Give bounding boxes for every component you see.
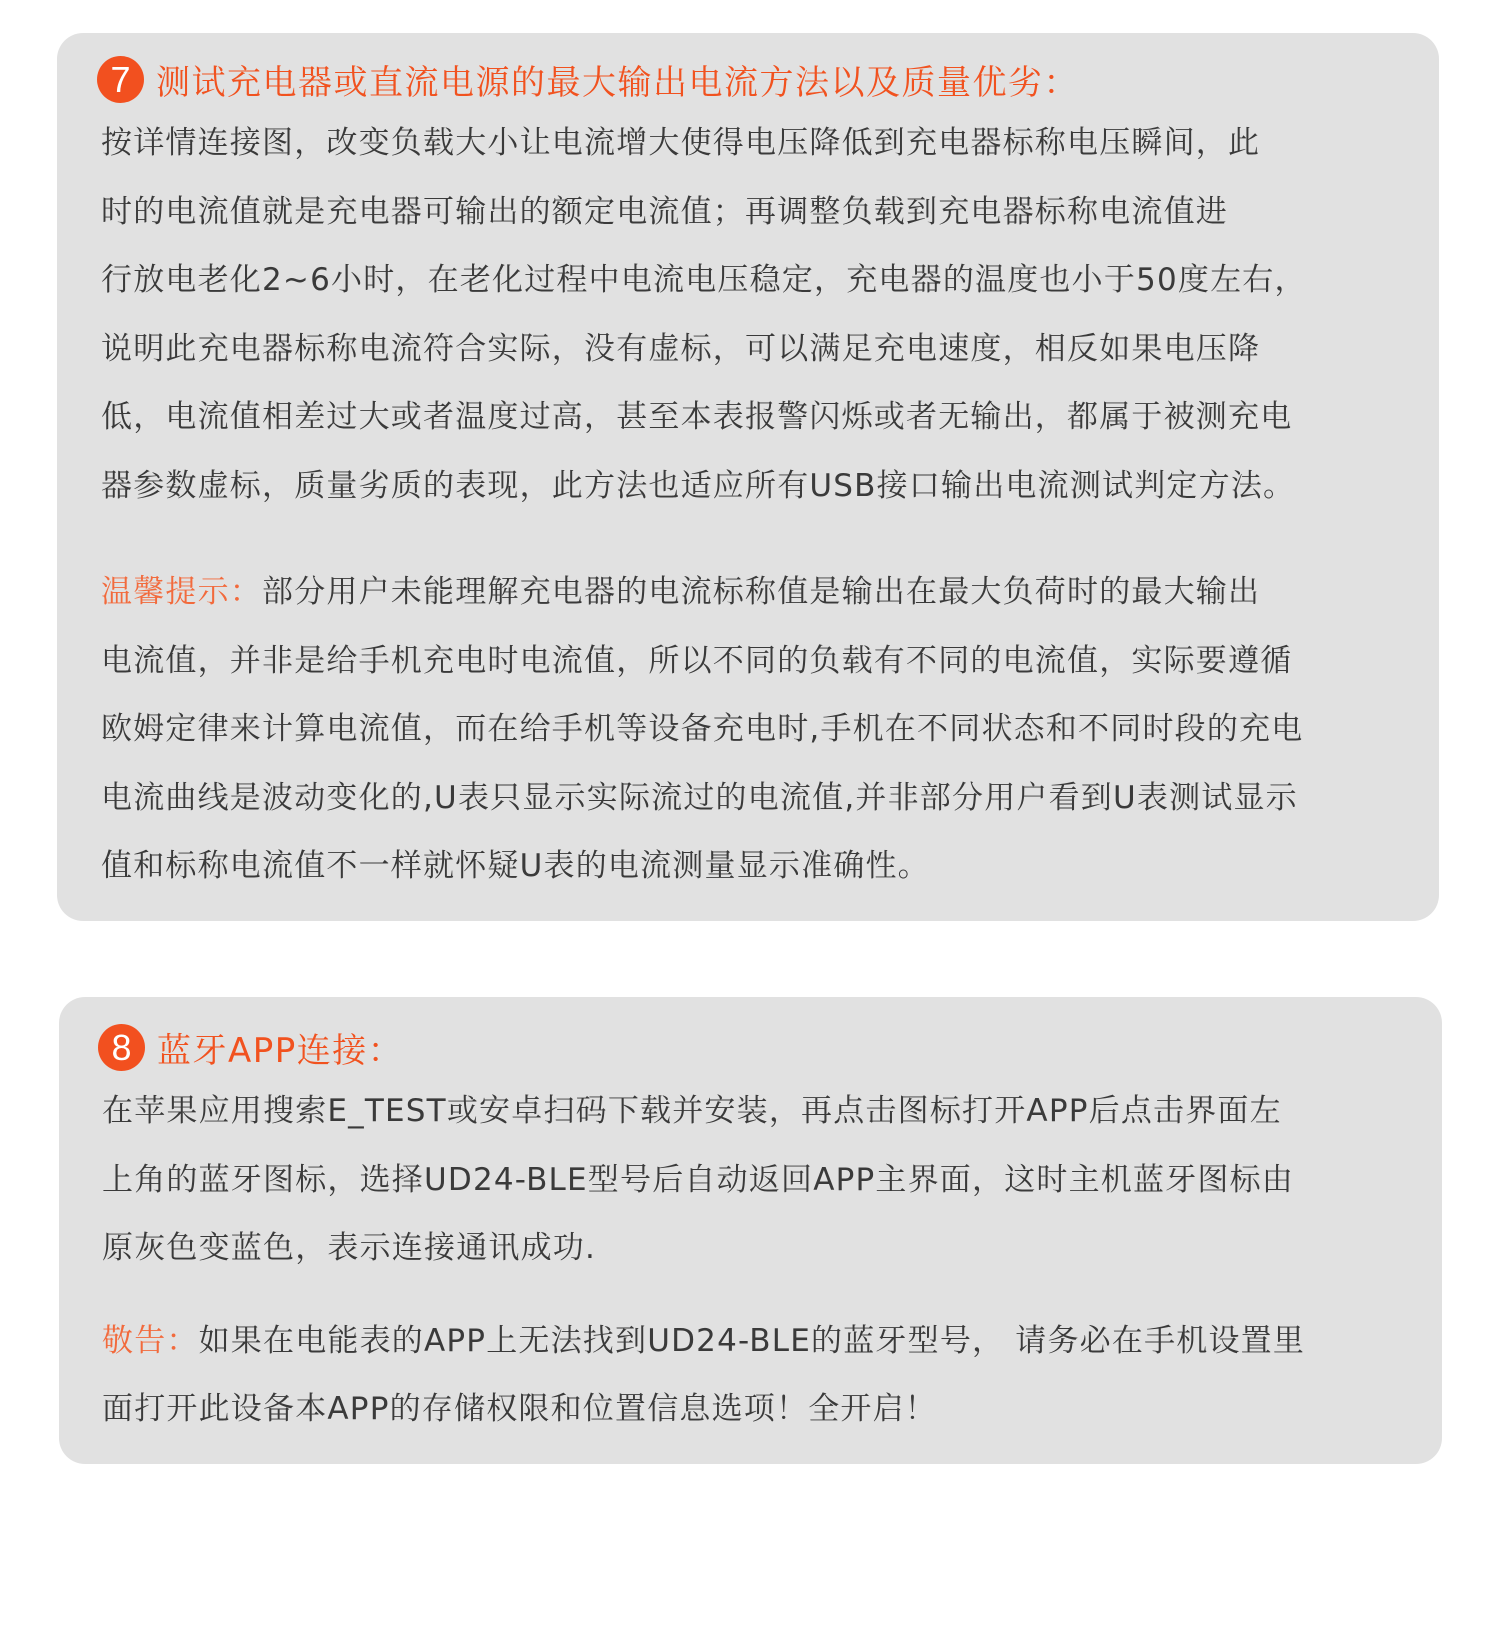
warning-text: 如果在电能表的APP上无法找到UD24-BLE的蓝牙型号， 请务必在手机设置里 面打开此设备本APP的存储权限和位置信息选项！全开启！ bbox=[102, 1322, 1306, 1427]
section-7-number-badge: 7 bbox=[97, 56, 144, 103]
tip-text: 部分用户未能理解充电器的电流标称值是输出在最大负荷时的最大输出 电流值，并非是给手机充电时电流值，所以不同的负载有不同的电流值，实际要遵循 欧姆定律来计算电流值，而在给手机等设备充电时,手机在不同状态和不同时段的充电 电流曲线是波动变化的,U表只显示实际流过的电流值,并非部分用户看到U表测试显示 值和标称电流值不一样就怀疑U表的电流测量显示准确性。 bbox=[101, 574, 1304, 884]
tip-label: 温馨提示： bbox=[101, 574, 262, 610]
section-7-heading bbox=[97, 53, 1439, 105]
section-8-card bbox=[59, 997, 1442, 1464]
section-8-title: 蓝牙APP连接： bbox=[157, 1030, 404, 1071]
section-7-card bbox=[57, 33, 1439, 921]
warning-label: 敬告： bbox=[102, 1322, 199, 1359]
section-8-warning bbox=[102, 1307, 1442, 1444]
section-8-heading bbox=[98, 1021, 1442, 1073]
section-7-body: 按详情连接图，改变负载大小让电流增大使得电压降低到充电器标称电压瞬间，此 时的电流值就是充电器可输出的额定电流值；再调整负载到充电器标称电流值进 行放电老化2~6小时，在老化过程中电流电压稳定，充电器的温度也小于50度左右， 说明此充电器标称电流符合实际，没有虚标，可以满足充电速度，相反如果电压降 低，电流值相差过大或者温度过高，甚至本表报警闪烁或者无输出，都属于被测充电 器参数虚标，质量劣质的表现，此方法也适应所有USB接口输出电流测试判定方法。 bbox=[101, 125, 1307, 504]
section-8-number-badge: 8 bbox=[98, 1024, 145, 1071]
section-7-title: 测试充电器或直流电源的最大输出电流方法以及质量优劣： bbox=[156, 62, 1079, 103]
section-8-body: 在苹果应用搜索E_TEST或安卓扫码下载并安装，再点击图标打开APP后点击界面左 上角的蓝牙图标，选择UD24-BLE型号后自动返回APP主界面，这时主机蓝牙图标由 原灰色变蓝色，表示连接通讯成功. bbox=[102, 1093, 1295, 1266]
section-7-tip bbox=[101, 558, 1441, 901]
